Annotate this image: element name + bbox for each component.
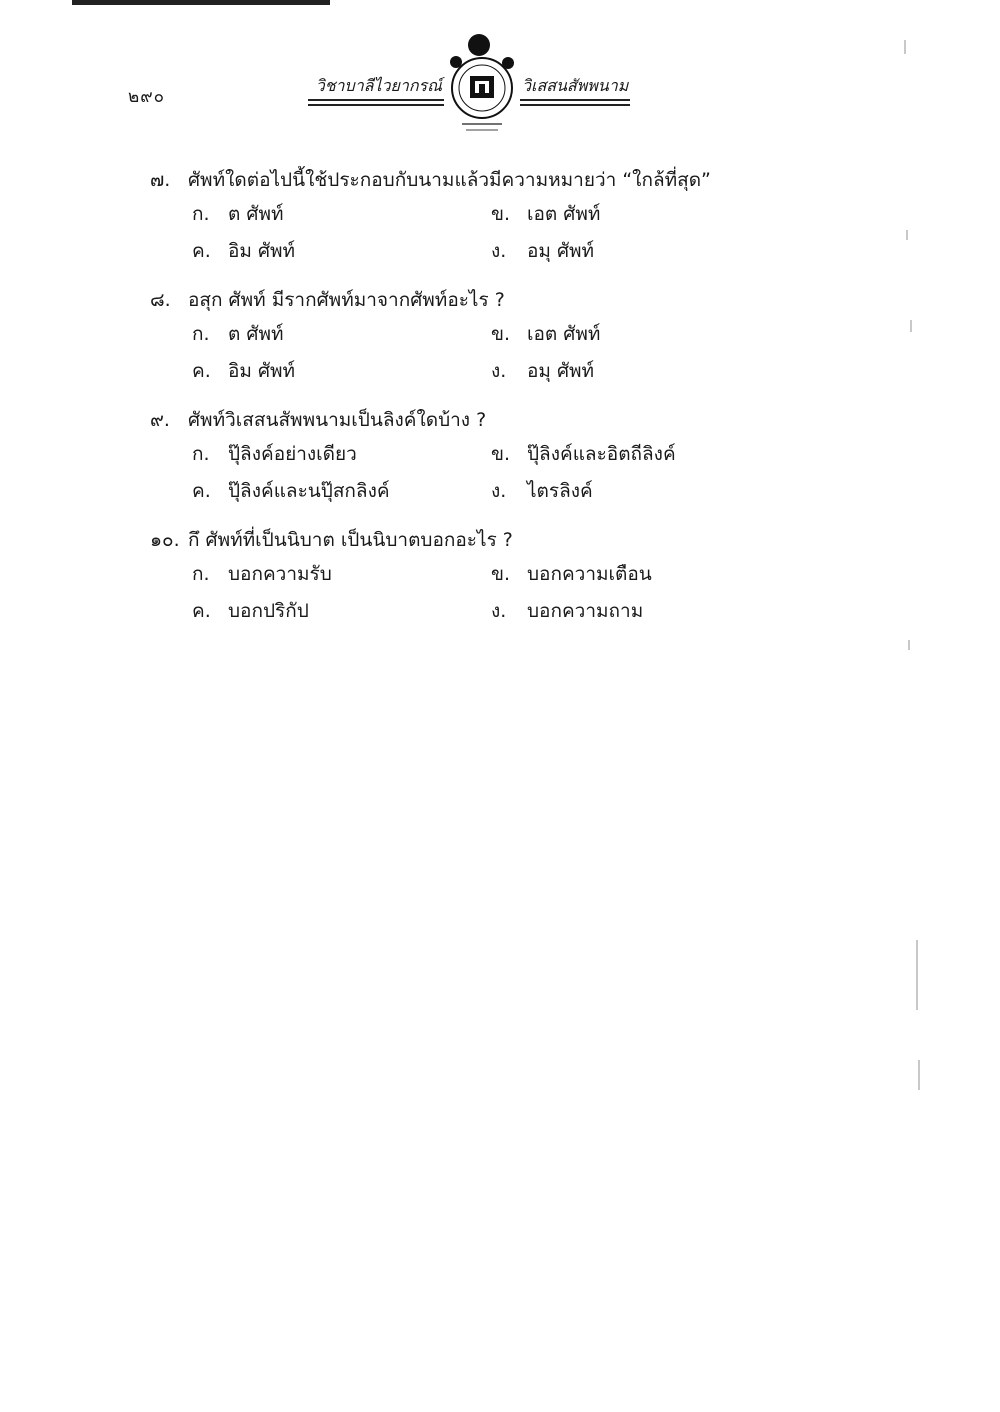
option-text: ปุ๊ลิงค์และอิตถีลิงค์	[527, 442, 676, 465]
option-d	[491, 596, 790, 626]
option-text: บอกความถาม	[527, 599, 644, 622]
option-c	[192, 356, 491, 386]
option-text: บอกความเตือน	[527, 562, 652, 585]
question-number: ๗.	[150, 169, 171, 191]
option-b	[491, 319, 790, 349]
option-letter: ค.	[192, 359, 211, 382]
option-letter: ง.	[491, 479, 507, 502]
option-letter: ก.	[192, 202, 210, 225]
option-letter: ข.	[491, 202, 511, 225]
option-b	[491, 559, 790, 589]
option-text: อมุ ศัพท์	[527, 359, 595, 382]
option-letter: ข.	[491, 562, 511, 585]
page-number: ๒๙๐	[128, 87, 166, 107]
option-text: อมุ ศัพท์	[527, 239, 595, 262]
option-c	[192, 236, 491, 266]
scan-speck	[910, 320, 912, 332]
option-d	[491, 236, 790, 266]
scan-speck	[918, 1060, 920, 1090]
option-letter: ค.	[192, 239, 211, 262]
option-a	[192, 439, 491, 469]
option-c	[192, 596, 491, 626]
option-text: อิม ศัพท์	[228, 359, 296, 382]
option-text: บอกปริกัป	[228, 599, 309, 622]
question-9	[150, 405, 790, 509]
option-b	[491, 199, 790, 229]
option-a	[192, 319, 491, 349]
option-letter: ก.	[192, 322, 210, 345]
option-letter: ข.	[491, 322, 511, 345]
scan-speck	[916, 940, 918, 1010]
option-b	[491, 439, 790, 469]
header-left-title: วิชาบาลีไวยากรณ์	[315, 76, 442, 95]
option-text: เอต ศัพท์	[527, 322, 601, 345]
option-letter: ง.	[491, 239, 507, 262]
option-a	[192, 559, 491, 589]
option-text: ปุ๊ลิงค์และนปุ๊สกลิงค์	[228, 479, 390, 502]
header-rule	[308, 99, 444, 101]
header-rule	[520, 104, 630, 106]
question-text: กึ ศัพท์ที่เป็นนิบาต เป็นนิบาตบอกอะไร ?	[188, 529, 513, 551]
seal-logo	[442, 32, 522, 136]
question-number: ๑๐.	[150, 529, 180, 551]
option-text: ปุ๊ลิงค์อย่างเดียว	[228, 442, 357, 465]
scan-speck	[906, 230, 908, 240]
option-text: ไตรลิงค์	[527, 479, 593, 502]
option-letter: ข.	[491, 442, 511, 465]
option-text: บอกความรับ	[228, 562, 332, 585]
option-d	[491, 356, 790, 386]
top-scan-bar	[72, 0, 330, 5]
option-d	[491, 476, 790, 506]
question-text: อสุก ศัพท์ มีรากศัพท์มาจากศัพท์อะไร ?	[188, 289, 505, 311]
scan-speck	[904, 40, 906, 54]
scan-speck	[908, 640, 910, 650]
option-letter: ก.	[192, 562, 210, 585]
option-c	[192, 476, 491, 506]
option-letter: ง.	[491, 359, 507, 382]
question-number: ๘.	[150, 289, 171, 311]
header-rule	[520, 99, 630, 101]
question-number: ๙.	[150, 409, 170, 431]
question-8	[150, 285, 790, 389]
question-text: ศัพท์ใดต่อไปนี้ใช้ประกอบกับนามแล้วมีความหมายว่า “ใกล้ที่สุด”	[188, 169, 711, 191]
option-text: เอต ศัพท์	[527, 202, 601, 225]
question-10	[150, 525, 790, 629]
header-rule	[308, 104, 444, 106]
question-7	[150, 165, 790, 269]
option-text: ต ศัพท์	[228, 202, 284, 225]
question-text: ศัพท์วิเสสนสัพพนามเป็นลิงค์ใดบ้าง ?	[188, 409, 487, 431]
option-letter: ค.	[192, 599, 211, 622]
option-letter: ก.	[192, 442, 210, 465]
option-text: ต ศัพท์	[228, 322, 284, 345]
option-a	[192, 199, 491, 229]
header-right-title: วิเสสนสัพพนาม	[522, 76, 629, 95]
option-letter: ค.	[192, 479, 211, 502]
option-letter: ง.	[491, 599, 507, 622]
option-text: อิม ศัพท์	[228, 239, 296, 262]
